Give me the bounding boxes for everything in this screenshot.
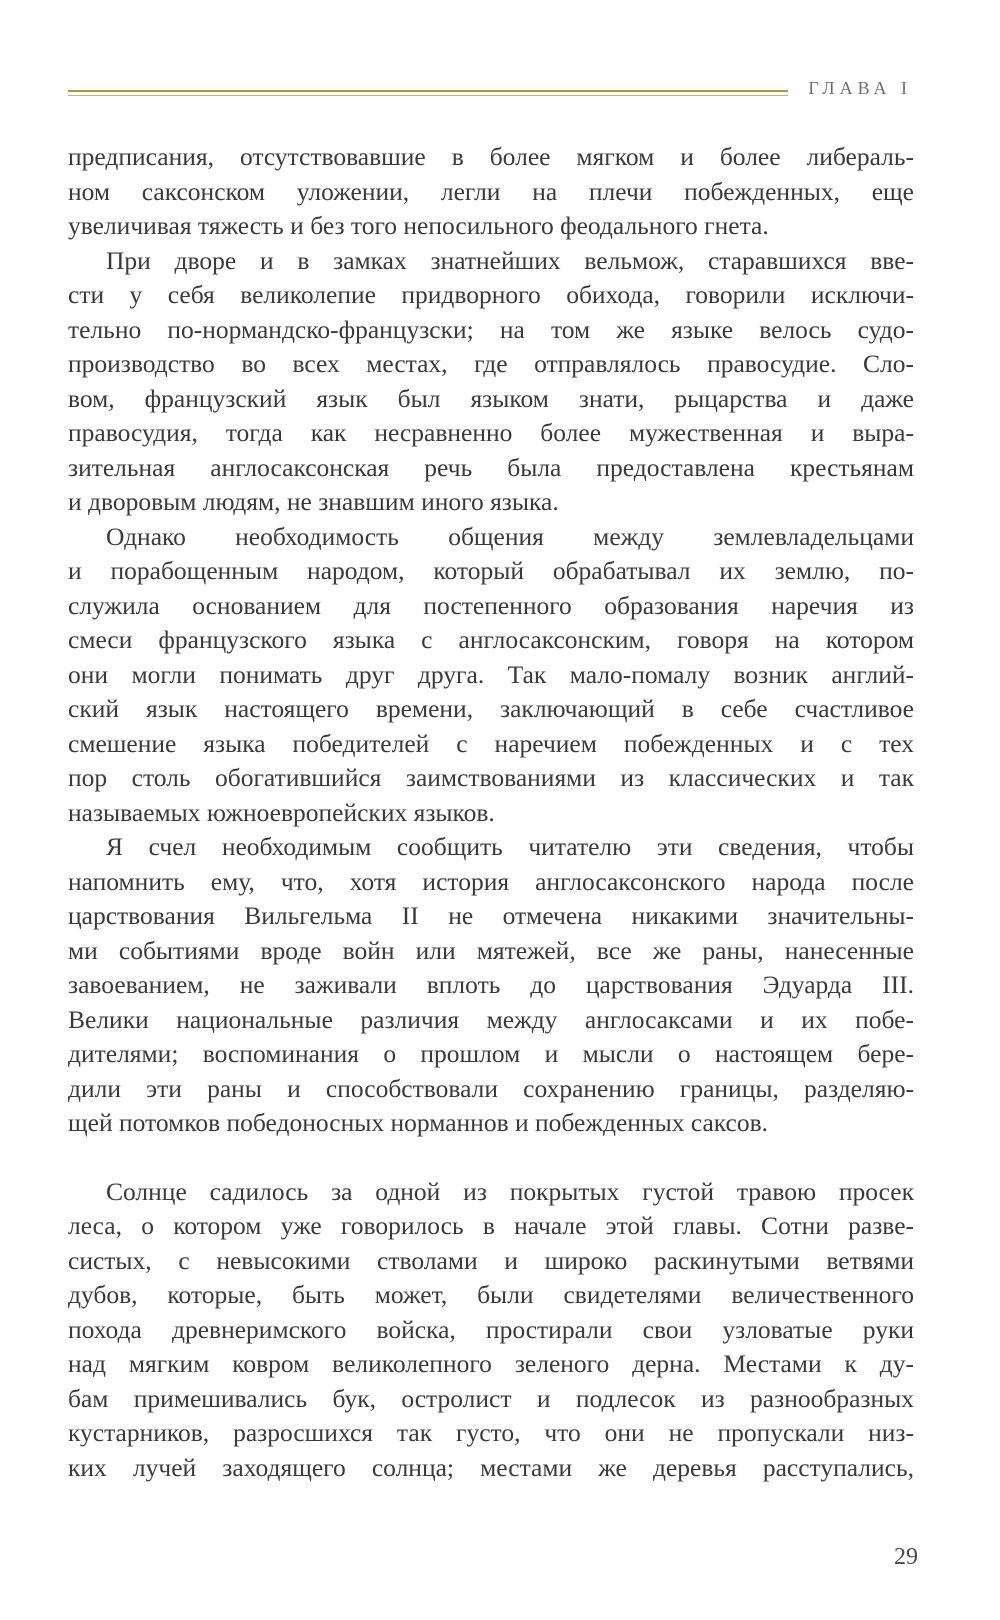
text-line: бам примешивались бук, остролист и подлесок из разнообразных	[68, 1383, 914, 1413]
text-line: правосудия, тогда как несравненно более мужественная и выра-	[68, 418, 914, 447]
text-line: над мягким ковром великолепного зеленого дерна. Местами к ду-	[68, 1349, 914, 1378]
text-line: щей потомков победоносных норманнов и побежденных саксов.	[68, 1108, 769, 1137]
text-line: они могли понимать друг друга. Так мало-помалу возник англий-	[68, 659, 914, 689]
text-line: Я счел необходимым сообщить читателю эти сведения, чтобы	[106, 832, 914, 861]
text-line: вом, французский язык был языком знати, рыцарства и даже	[68, 383, 914, 413]
paragraph	[68, 520, 914, 831]
text-line: ский язык настоящего времени, заключающий в себе счастливое	[68, 694, 914, 723]
text-line: Солнце садилось за одной из покрытых густой травою просек	[106, 1176, 914, 1206]
text-line: При дворе и в замках знатнейших вельмож, старавшихся вве-	[106, 245, 914, 275]
text-line: смеси французского языка с англосаксонским, говоря на котором	[68, 625, 914, 654]
paragraph	[68, 244, 914, 520]
text-line: кустарников, разросшихся так густо, что они не пропускали низ-	[68, 1418, 914, 1447]
text-line: пор столь обогатившийся заимствованиями из классических и так	[68, 763, 914, 792]
paragraph	[68, 1175, 914, 1486]
header-rule	[68, 90, 788, 96]
text-line: тельно по-нормандско-французски; на том же языке велось судо-	[68, 314, 914, 344]
text-line: ми событиями вроде войн или мятежей, все же раны, нанесенные	[68, 935, 914, 965]
text-line: сти у себя великолепие придворного обихода, говорили исключи-	[68, 280, 914, 309]
text-line: похода древнеримского войска, простирали свои узловатые руки	[68, 1314, 914, 1344]
text-line: смешение языка победителей с наречием побежденных и с тех	[68, 728, 914, 758]
text-line: леса, о котором уже говорилось в начале этой главы. Сотни разве-	[68, 1211, 914, 1240]
text-line: и дворовым людям, не знавшим иного языка.	[68, 487, 559, 516]
paragraph	[68, 140, 914, 244]
text-line: называемых южноевропейских языков.	[68, 797, 495, 827]
chapter-label: ГЛАВА I	[808, 78, 912, 98]
text-line: Велики национальные различия между англосаксами и их побе-	[68, 1004, 914, 1034]
text-line: служила основанием для постепенного образования наречия из	[68, 590, 914, 620]
body-text	[68, 140, 914, 1485]
text-line: напомнить ему, что, хотя история англосаксонского народа после	[68, 866, 914, 896]
text-line: дили эти раны и способствовали сохранению границы, разделяю-	[68, 1073, 914, 1103]
text-line: производство во всех местах, где отправлялось правосудие. Сло-	[68, 349, 914, 378]
paragraph	[68, 830, 914, 1141]
section-break	[68, 1141, 914, 1175]
text-line: зительная англосаксонская речь была предоставлена крестьянам	[68, 452, 914, 482]
text-line: предписания, отсутствовавшие в более мягком и более либераль-	[68, 142, 914, 171]
text-line: дителями; воспоминания о прошлом и мысли о настоящем бере-	[68, 1039, 914, 1068]
text-line: и порабощенным народом, который обрабатывал их землю, по-	[68, 556, 914, 585]
running-head	[68, 78, 918, 108]
text-line: завоеванием, не заживали вплоть до царствования Эдуарда III.	[68, 970, 914, 999]
text-line: увеличивая тяжесть и без того непосильного феодального гнета.	[68, 211, 769, 240]
text-line: царствования Вильгельма II не отмечена никакими значительны-	[68, 901, 914, 930]
text-line: дубов, которые, быть может, были свидетелями величественного	[68, 1280, 914, 1309]
text-line: систых, с невысокими стволами и широко раскинутыми ветвями	[68, 1245, 914, 1275]
text-line: ких лучей заходящего солнца; местами же деревья расступались,	[68, 1452, 914, 1482]
page-number: 29	[894, 1544, 918, 1570]
text-line: Однако необходимость общения между землевладельцами	[106, 521, 914, 551]
text-line: ном саксонском уложении, легли на плечи побежденных, еще	[68, 176, 914, 206]
